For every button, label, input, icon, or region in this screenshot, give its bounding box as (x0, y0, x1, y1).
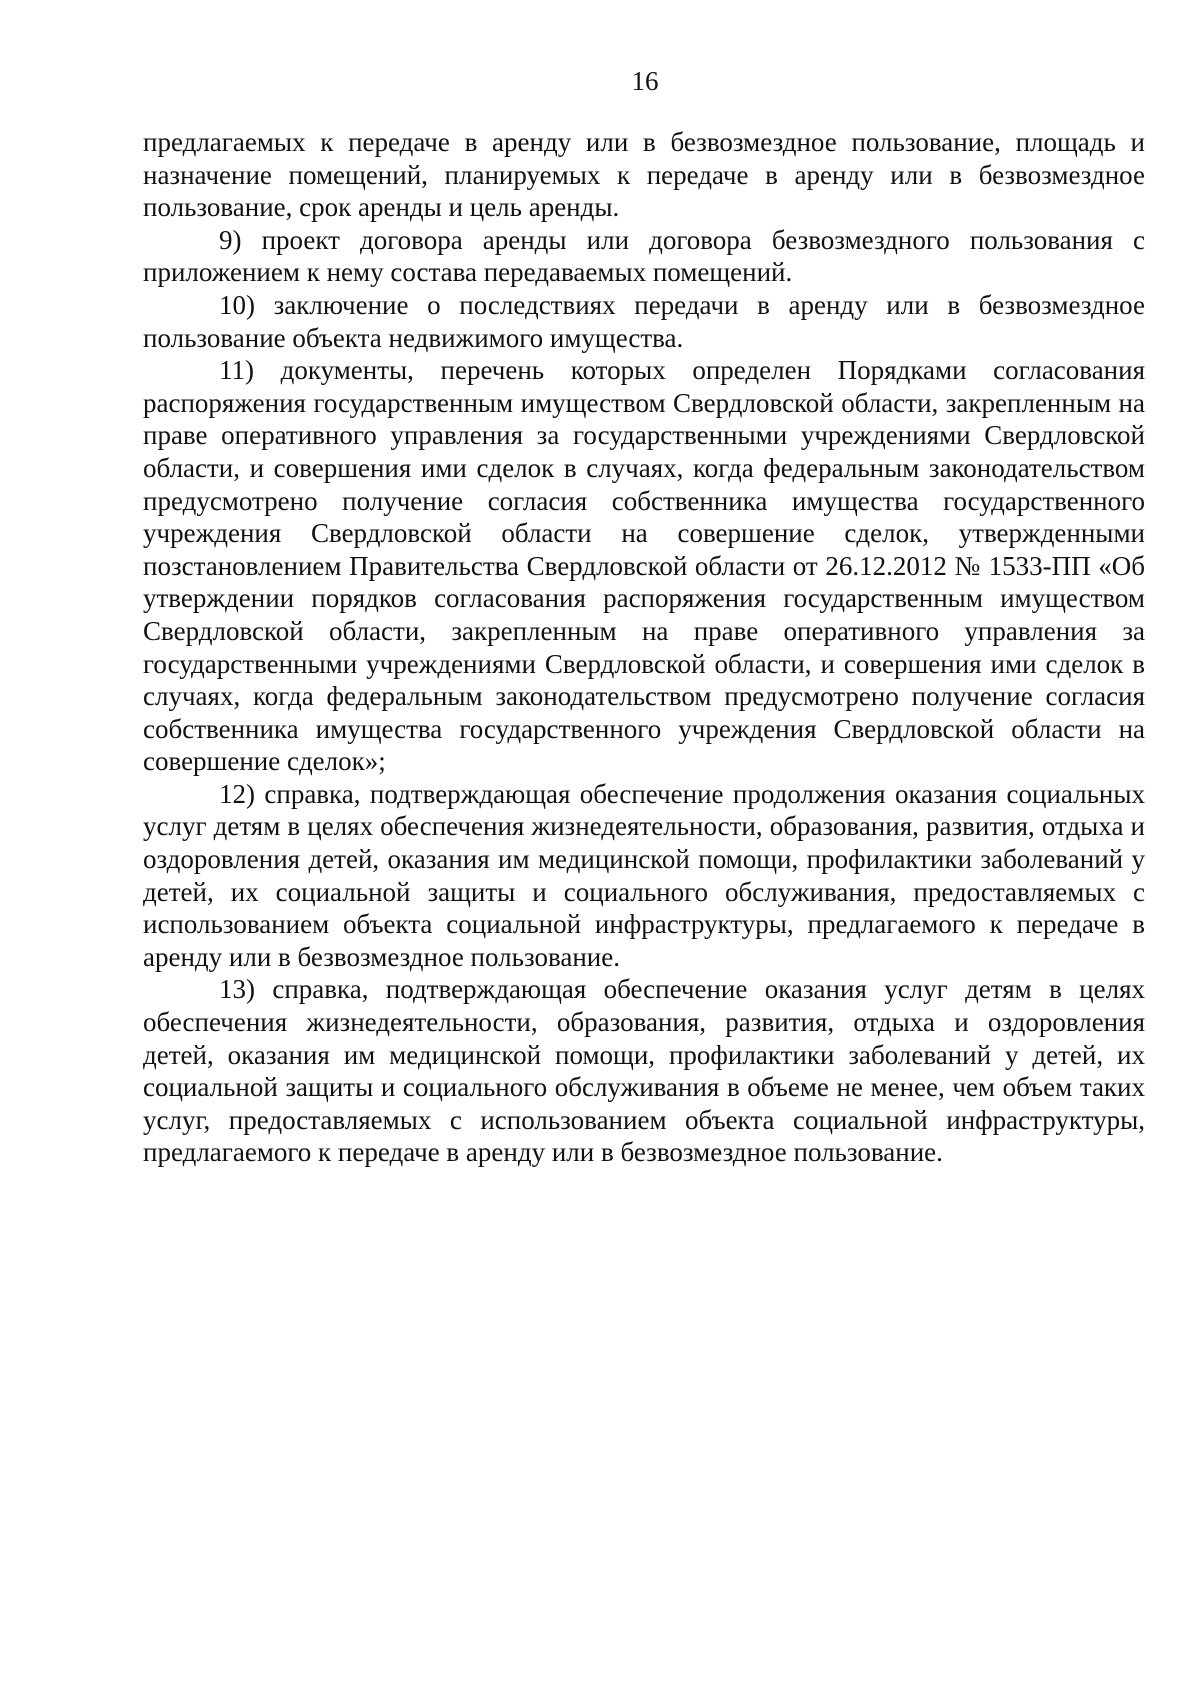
page-number: 16 (631, 66, 659, 96)
list-item-11: 11) документы, перечень которых определен Порядками согласования распоряжения государственным имуществом Свердловской области, закрепленным на праве оперативного управления за государственными учреждениями Свердловской области, и совершения ими сделок в случаях, когда федеральным законодательством предусмотрено получение согласия собственника имущества государственного учреждения Свердловской области на совершение сделок, утвержденными позстановлением Правительства Свердловской области от 26.12.2012 № 1533-ПП «Об утверждении порядков согласования распоряжения государственным имуществом Свердловской области, закрепленным на праве оперативного управления за государственными учреждениями Свердловской области, и совершения ими сделок в случаях, когда федеральным законодательством предусмотрено получение согласия собственника имущества государственного учреждения Свердловской области на совершение сделок»; (143, 355, 1145, 777)
paragraph-continuation: предлагаемых к передаче в аренду или в безвозмездное пользование, площадь и назначение помещений, планируемых к передаче в аренду или в безвозмездное пользование, срок аренды и цель аренды. (143, 127, 1145, 223)
list-item-9: 9) проект договора аренды или договора безвозмездного пользования с приложением к нему состава передаваемых помещений. (143, 224, 1145, 288)
list-item-12: 12) справка, подтверждающая обеспечение продолжения оказания социальных услуг детям в целях обеспечения жизнедеятельности, образования, развития, отдыха и оздоровления детей, оказания им медицинской помощи, профилактики заболеваний у детей, их социальной защиты и социального обслуживания, предоставляемых с использованием объекта социальной инфраструктуры, предлагаемого к передаче в аренду или в безвозмездное пользование. (143, 778, 1145, 972)
list-item-10: 10) заключение о последствиях передачи в аренду или в безвозмездное пользование объекта недвижимого имущества. (143, 289, 1145, 353)
document-body (143, 126, 1145, 1169)
list-item-13: 13) справка, подтверждающая обеспечение оказания услуг детям в целях обеспечения жизнедеятельности, образования, развития, отдыха и оздоровления детей, оказания им медицинской помощи, профилактики заболеваний у детей, их социальной защиты и социального обслуживания в объеме не менее, чем объем таких услуг, предоставляемых с использованием объекта социальной инфраструктуры, предлагаемого к передаче в аренду или в безвозмездное пользование. (143, 974, 1145, 1168)
